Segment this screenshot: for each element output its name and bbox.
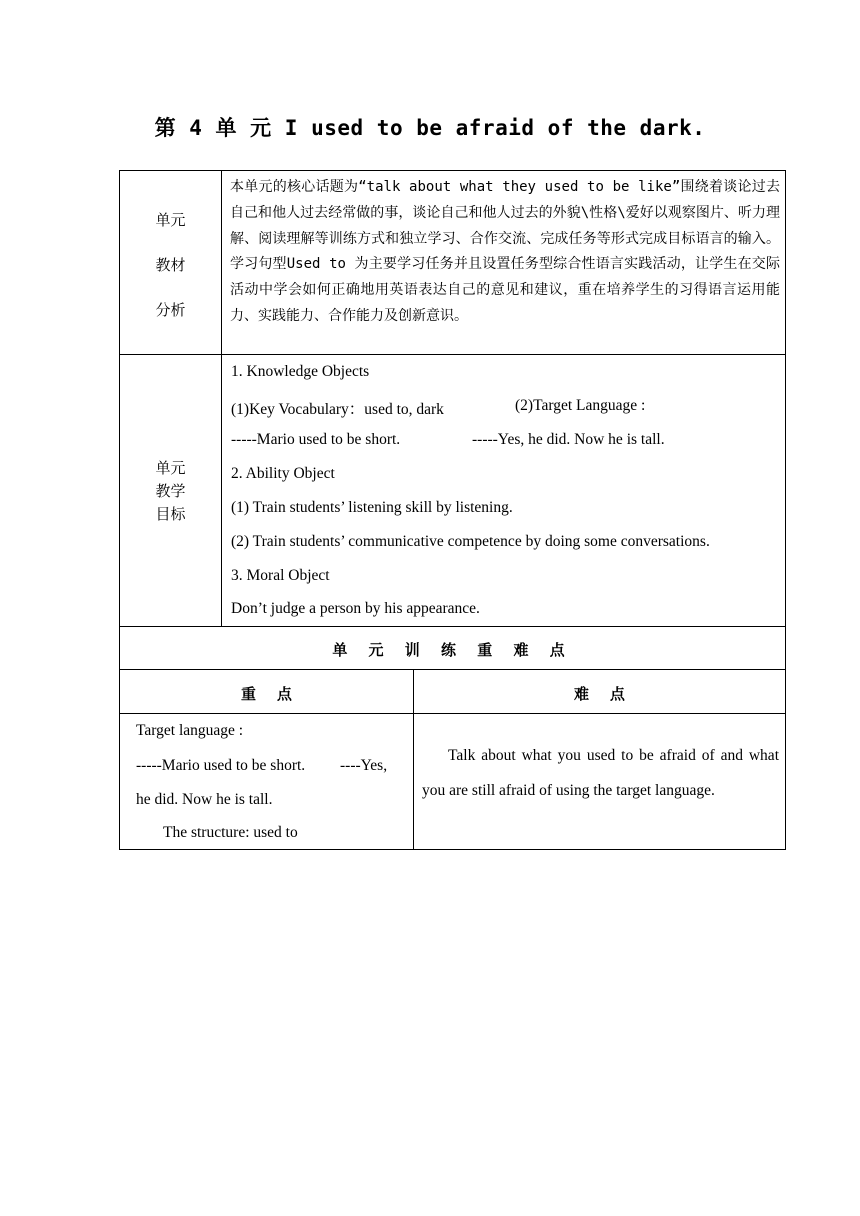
moral-heading: 3. Moral Object <box>231 567 330 584</box>
difficulties-heading-cell <box>119 626 786 670</box>
knowledge-heading: 1. Knowledge Objects <box>231 363 370 380</box>
difficult-points-cell <box>413 713 786 850</box>
difficult-points-heading: 难 点 <box>574 685 625 703</box>
moral-item-1: Don’t judge a person by his appearance. <box>231 600 480 617</box>
objectives-label-1: 单元 <box>155 459 186 477</box>
key-point-line-4: The structure: used to <box>163 824 298 841</box>
ability-item-2: (2) Train students’ communicative competence by doing some conversations. <box>231 533 710 550</box>
analysis-label-3: 分析 <box>155 301 186 319</box>
example-sentence-2: -----Yes, he did. Now he is tall. <box>472 431 665 448</box>
ability-item-1: (1) Train students’ listening skill by listening. <box>231 499 513 516</box>
key-point-line-1: Target language : <box>136 722 244 739</box>
objectives-label-2: 教学 <box>155 482 186 500</box>
difficult-points-text: Talk about what you used to be afraid of and what you are still afraid of using the target language. <box>422 747 779 799</box>
key-points-cell <box>119 713 414 850</box>
analysis-text: 本单元的核心话题为“talk about what they used to be like”围绕着谈论过去自己和他人过去经常做的事，谈论自己和他人过去的外貌\性格\爱好以观察图片、听力理解、阅读理解等训练方式和独立学习、合作交流、完成任务等形式完成目标语言的输入。学习句型Used to 为主要学习任务并且设置任务型综合性语言实践活动，让学生在交际活动中学会如何正确地用英语表达自己的意见和建议，重在培养学生的习得语言运用能力、实践能力、合作能力及创新意识。 <box>230 179 780 324</box>
objectives-label-cell <box>119 354 222 627</box>
key-point-line-3: he did. Now he is tall. <box>136 791 273 808</box>
key-points-heading-cell <box>119 669 414 714</box>
analysis-label-cell <box>119 170 222 355</box>
analysis-label-1: 单元 <box>155 211 186 229</box>
page-title: 第 4 单 元 I used to be afraid of the dark. <box>154 116 706 140</box>
analysis-label-2: 教材 <box>155 256 186 274</box>
analysis-text-cell <box>221 170 786 355</box>
ability-heading: 2. Ability Object <box>231 465 335 482</box>
difficulties-heading: 单 元 训 练 重 难 点 <box>332 641 573 659</box>
target-language-label: (2)Target Language : <box>515 397 646 414</box>
example-sentence-1: -----Mario used to be short. <box>231 431 401 448</box>
difficult-points-heading-cell <box>413 669 786 714</box>
key-points-heading: 重 点 <box>241 685 292 703</box>
objectives-text-cell <box>221 354 786 627</box>
key-point-line-2b: ----Yes, <box>340 757 388 774</box>
key-point-line-2: -----Mario used to be short. <box>136 757 306 774</box>
key-vocabulary: (1)Key Vocabulary：used to, dark <box>231 401 444 418</box>
objectives-label-3: 目标 <box>155 505 186 523</box>
